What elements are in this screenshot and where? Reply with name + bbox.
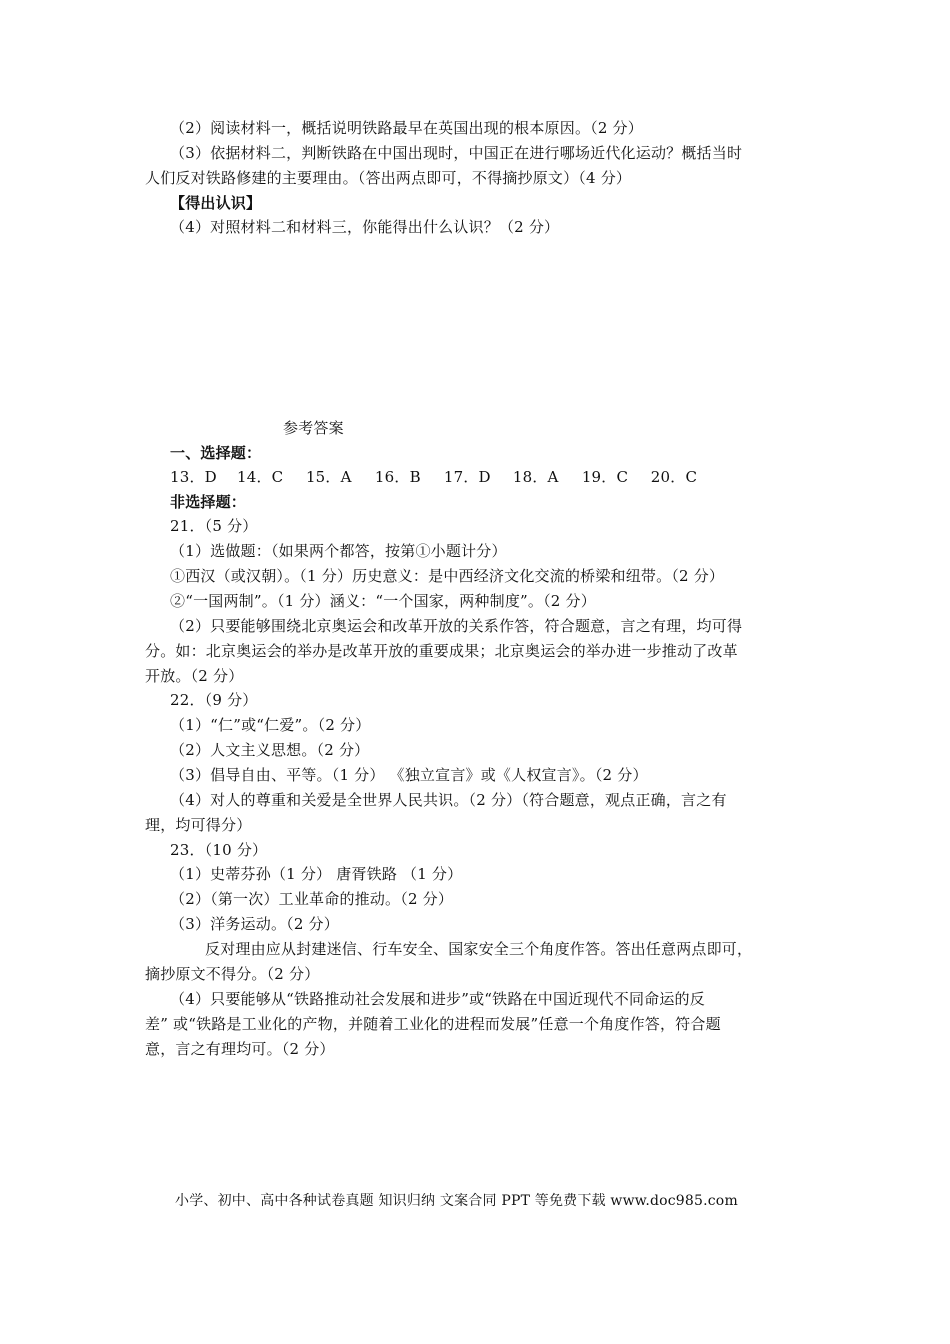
mc-answer: 14．C — [236, 468, 284, 486]
answer-line: 差” 或“铁路是工业化的产物，并随着工业化的进程而发展”任意一个角度作答，符合题 — [145, 1015, 721, 1033]
mc-answer: 18．A — [512, 468, 559, 486]
answer-line: （2）（第一次）工业革命的推动。（2 分） — [170, 890, 454, 908]
mc-answer: 13．D — [170, 468, 217, 486]
mc-answer: 15．A — [305, 468, 352, 486]
answer-line: （1）“仁”或“仁爱”。（2 分） — [170, 716, 371, 734]
answer-line: （2）只要能够围绕北京奥运会和改革开放的关系作答，符合题意，言之有理，均可得 — [170, 617, 743, 635]
answer-key-title: 参考答案 — [283, 419, 344, 437]
page-footer: 小学、初中、高中各种试卷真题 知识归纳 文案合同 PPT 等免费下载 www.doc985.com — [175, 1193, 738, 1209]
answer-line: （3）倡导自由、平等。（1 分） 《独立宣言》或《人权宣言》。（2 分） — [170, 766, 648, 784]
answer-line: （1）史蒂芬孙（1 分） 唐胥铁路 （1 分） — [170, 865, 463, 883]
multiple-choice-heading: 一、选择题： — [170, 444, 262, 462]
answer-line: 21．（5 分） — [170, 517, 258, 535]
answer-line: ②“一国两制”。（1 分）涵义：“一个国家，两种制度”。（2 分） — [170, 592, 596, 610]
multiple-choice-answers — [170, 467, 697, 487]
answer-line: 22．（9 分） — [170, 691, 258, 709]
answer-line: （4）对人的尊重和关爱是全世界人民共识。（2 分）（符合题意，观点正确，言之有 — [170, 791, 727, 809]
question-3-line-1: （3）依据材料二，判断铁路在中国出现时，中国正在进行哪场近代化运动？概括当时 — [170, 144, 743, 162]
mc-answer: 17．D — [443, 468, 491, 486]
answer-line: 分。如：北京奥运会的举办是改革开放的重要成果；北京奥运会的举办进一步推动了改革 — [145, 642, 738, 660]
mc-answer: 16．B — [374, 468, 421, 486]
answer-line: （2）人文主义思想。（2 分） — [170, 741, 370, 759]
non-choice-heading: 非选择题： — [170, 493, 247, 511]
answer-line: （1）选做题：（如果两个都答，按第①小题计分） — [170, 542, 507, 560]
answer-line: （3）洋务运动。（2 分） — [170, 915, 339, 933]
answer-line: ①西汉（或汉朝）。（1 分）历史意义：是中西经济文化交流的桥梁和纽带。（2 分） — [170, 567, 725, 585]
answer-line: （4）只要能够从“铁路推动社会发展和进步”或“铁路在中国近现代不同命运的反 — [170, 990, 705, 1008]
answer-line: 反对理由应从封建迷信、行车安全、国家安全三个角度作答。答出任意两点即可， — [205, 940, 753, 958]
question-4: （4）对照材料二和材料三，你能得出什么认识？（2 分） — [170, 218, 560, 236]
mc-answer: 19．C — [581, 468, 629, 486]
answer-line: 开放。（2 分） — [145, 667, 244, 685]
answer-line: 理，均可得分） — [145, 816, 252, 834]
answer-line: 摘抄原文不得分。（2 分） — [145, 965, 320, 983]
question-3-line-2: 人们反对铁路修建的主要理由。（答出两点即可，不得摘抄原文）（4 分） — [145, 169, 632, 187]
mc-answer: 20．C — [650, 468, 698, 486]
answer-line: 23．（10 分） — [170, 841, 268, 859]
answer-line: 意，言之有理均可。（2 分） — [145, 1040, 335, 1058]
question-2: （2）阅读材料一，概括说明铁路最早在英国出现的根本原因。（2 分） — [170, 119, 643, 137]
section-heading-conclusion: 【得出认识】 — [170, 194, 262, 212]
